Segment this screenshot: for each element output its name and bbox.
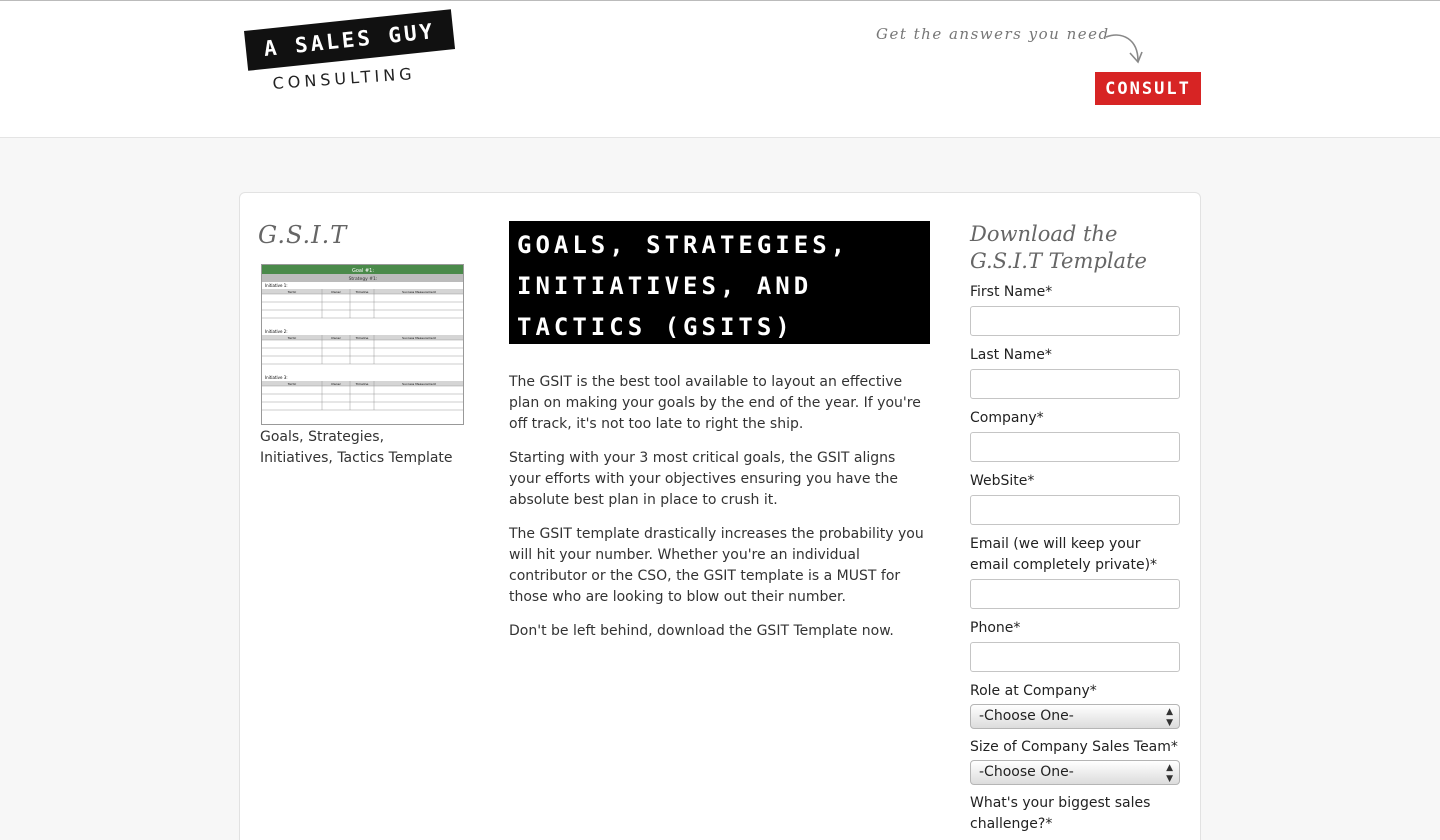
body-paragraph: The GSIT template drastically increases the probability you will hit your number. Whether you're an individual contributor or the CSO, the GSIT template is a MUST for those who are looking to blow out their number. (509, 526, 924, 605)
site-header (0, 0, 1440, 138)
header-tagline: Get the answers you need (876, 25, 1110, 43)
logo-banner (244, 9, 455, 71)
first-name-label: First Name* (970, 284, 1053, 300)
curved-arrow-icon (1104, 31, 1144, 67)
thumb-strategy-header: Strategy #1: (348, 277, 378, 282)
headline-line-3: TACTICS (GSITS) (517, 313, 794, 341)
thumb-column-label: Timeline (355, 336, 369, 340)
thumb-initiative-label: Initiative 1: (265, 283, 288, 288)
thumb-goal-header: Goal #1: (351, 268, 375, 274)
thumb-initiative-label: Initiative 2: (265, 329, 288, 334)
last-name-input[interactable] (970, 369, 1180, 399)
logo-text-secondary: CONSULTING (272, 64, 417, 93)
thumb-column-label: Owner (331, 290, 341, 294)
thumb-column-label: Owner (331, 382, 341, 386)
select-arrows-icon: ▲ ▼ (1166, 763, 1173, 784)
page-headline (509, 221, 930, 344)
template-preview-image (262, 265, 464, 425)
body-paragraph: The GSIT is the best tool available to layout an effective plan on making your goals by the end of the year. If you're off track, it's not too late to right the ship. (509, 374, 921, 432)
thumb-column-label: Tactic (287, 336, 297, 340)
thumb-column-label: Timeline (355, 290, 369, 294)
challenge-label: What's your biggest sales challenge?* (970, 795, 1151, 832)
first-name-input[interactable] (970, 306, 1180, 336)
email-label: Email (we will keep your email completely private)* (970, 536, 1158, 573)
headline-line-2: INITIATIVES, AND (517, 272, 813, 300)
download-form (970, 221, 1182, 835)
phone-input[interactable] (970, 642, 1180, 672)
thumb-column-label: Owner (331, 336, 341, 340)
thumb-initiative-label: Initiative 3: (265, 375, 288, 380)
thumbnail-caption: Goals, Strategies, Initiatives, Tactics Template (260, 429, 453, 466)
body-copy (509, 372, 930, 655)
team-size-select[interactable] (970, 760, 1180, 785)
body-paragraph: Starting with your 3 most critical goals, the GSIT aligns your efforts with your objectives ensuring you have the absolute best plan in place to crush it. (509, 450, 898, 508)
company-label: Company* (970, 410, 1044, 426)
body-paragraph: Don't be left behind, download the GSIT Template now. (509, 623, 894, 639)
thumb-column-label: Success Measurement (402, 336, 436, 340)
website-label: WebSite* (970, 473, 1035, 489)
consult-button[interactable]: CONSULT (1095, 72, 1201, 105)
company-input[interactable] (970, 432, 1180, 462)
role-select-value: -Choose One- (979, 708, 1074, 724)
headline-line-1: GOALS, STRATEGIES, (517, 231, 850, 259)
thumb-column-label: Success Measurement (402, 290, 436, 294)
team-size-select-value: -Choose One- (979, 764, 1074, 780)
email-input[interactable] (970, 579, 1180, 609)
role-label: Role at Company* (970, 683, 1097, 699)
role-select[interactable] (970, 704, 1180, 729)
thumb-column-label: Tactic (287, 290, 297, 294)
form-title: Download the G.S.I.T Template (970, 222, 1147, 273)
select-arrows-icon: ▲ ▼ (1166, 707, 1173, 728)
template-thumbnail[interactable] (261, 264, 464, 425)
sidebar-title: G.S.I.T (258, 221, 348, 249)
site-logo[interactable] (242, 21, 457, 96)
thumb-column-label: Success Measurement (402, 382, 436, 386)
phone-label: Phone* (970, 620, 1021, 636)
last-name-label: Last Name* (970, 347, 1052, 363)
logo-text-primary: A SALES GUY (262, 19, 437, 61)
website-input[interactable] (970, 495, 1180, 525)
thumb-column-label: Timeline (355, 382, 369, 386)
team-size-label: Size of Company Sales Team* (970, 739, 1178, 755)
thumb-column-label: Tactic (287, 382, 297, 386)
